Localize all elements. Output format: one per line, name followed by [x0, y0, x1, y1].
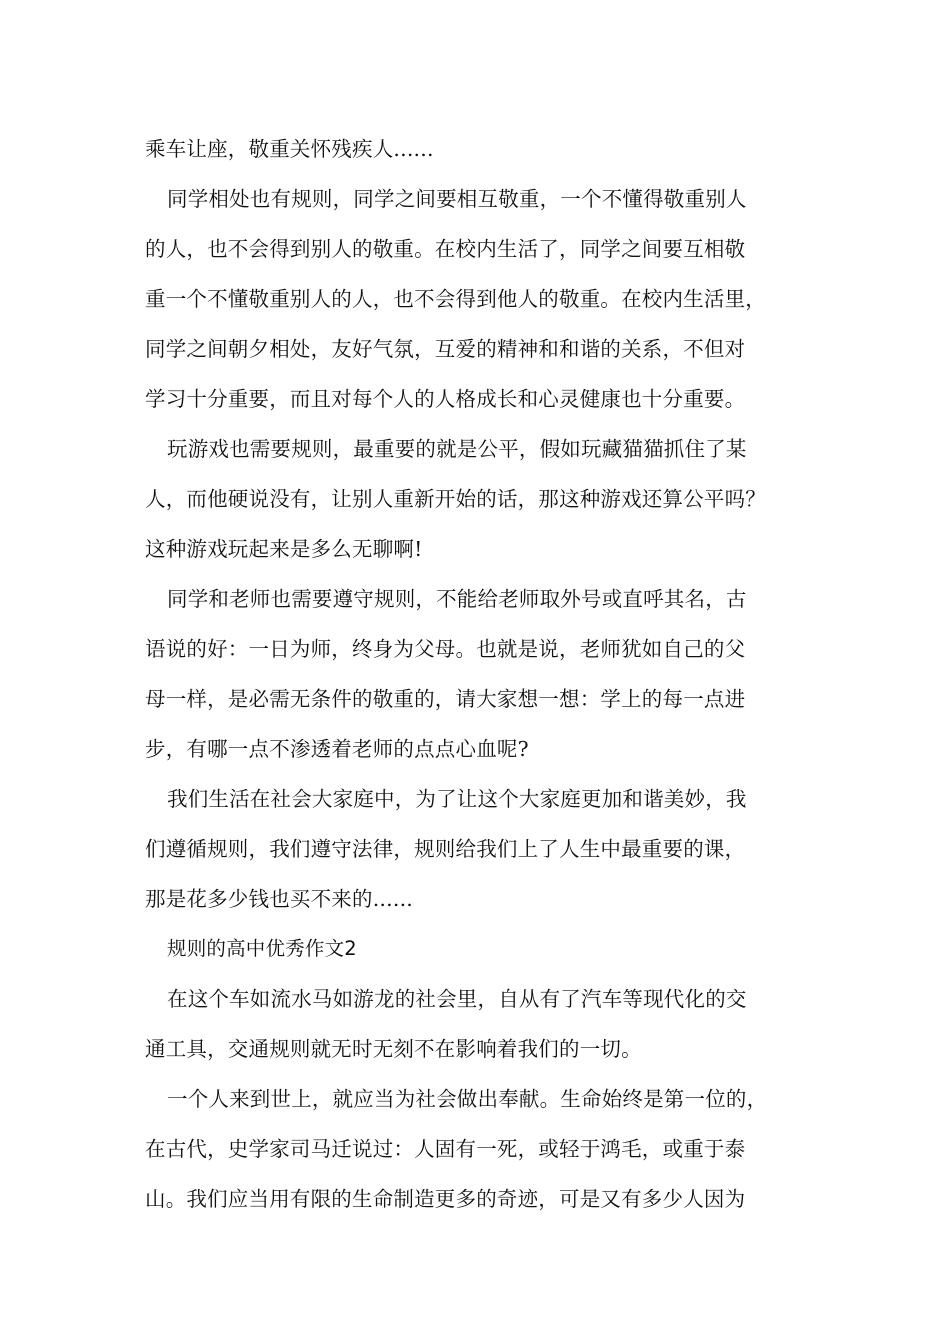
section-heading: 规则的高中优秀作文2	[167, 937, 357, 960]
paragraph-start-line: 同学相处也有规则，同学之间要相互敬重，一个不懂得敬重别人	[167, 187, 747, 211]
text-line: 乘车让座，敬重关怀残疾人......	[145, 137, 434, 161]
paragraph-start-line: 玩游戏也需要规则，最重要的就是公平，假如玩藏猫猫抓住了某	[167, 437, 747, 461]
text-line: 山。我们应当用有限的生命制造更多的奇迹，可是又有多少人因为	[145, 1187, 746, 1211]
text-line: 学习十分重要，而且对每个人的人格成长和心灵健康也十分重要。	[145, 387, 746, 411]
paragraph-start-line: 在这个车如流水马如游龙的社会里，自从有了汽车等现代化的交	[167, 987, 747, 1011]
text-line: 步，有哪一点不渗透着老师的点点心血呢?	[145, 737, 529, 761]
text-line: 这种游戏玩起来是多么无聊啊!	[145, 537, 423, 561]
paragraph-start-line: 我们生活在社会大家庭中，为了让这个大家庭更加和谐美妙，我	[167, 787, 747, 811]
text-line: 人，而他硬说没有，让别人重新开始的话，那这种游戏还算公平吗？	[145, 487, 766, 511]
text-line: 重一个不懂敬重别人的人，也不会得到他人的敬重。在校内生活里，	[145, 287, 766, 311]
text-line: 同学之间朝夕相处，友好气氛，互爱的精神和和谐的关系，不但对	[145, 337, 746, 361]
text-line: 在古代，史学家司马迁说过：人固有一死，或轻于鸿毛，或重于泰	[145, 1137, 746, 1161]
text-line: 语说的好：一日为师，终身为父母。也就是说，老师犹如自己的父	[145, 637, 746, 661]
text-line: 那是花多少钱也买不来的......	[145, 887, 413, 911]
text-line: 母一样，是必需无条件的敬重的，请大家想一想：学上的每一点进	[145, 687, 746, 711]
text-line: 的人，也不会得到别人的敬重。在校内生活了，同学之间要互相敬	[145, 237, 746, 261]
text-line: 通工具，交通规则就无时无刻不在影响着我们的一切。	[145, 1037, 642, 1061]
paragraph-start-line: 一个人来到世上，就应当为社会做出奉献。生命始终是第一位的，	[167, 1087, 768, 1111]
paragraph-start-line: 同学和老师也需要遵守规则，不能给老师取外号或直呼其名，古	[167, 587, 747, 611]
text-line: 们遵循规则，我们遵守法律，规则给我们上了人生中最重要的课，	[145, 837, 746, 861]
document-page	[145, 124, 825, 1224]
